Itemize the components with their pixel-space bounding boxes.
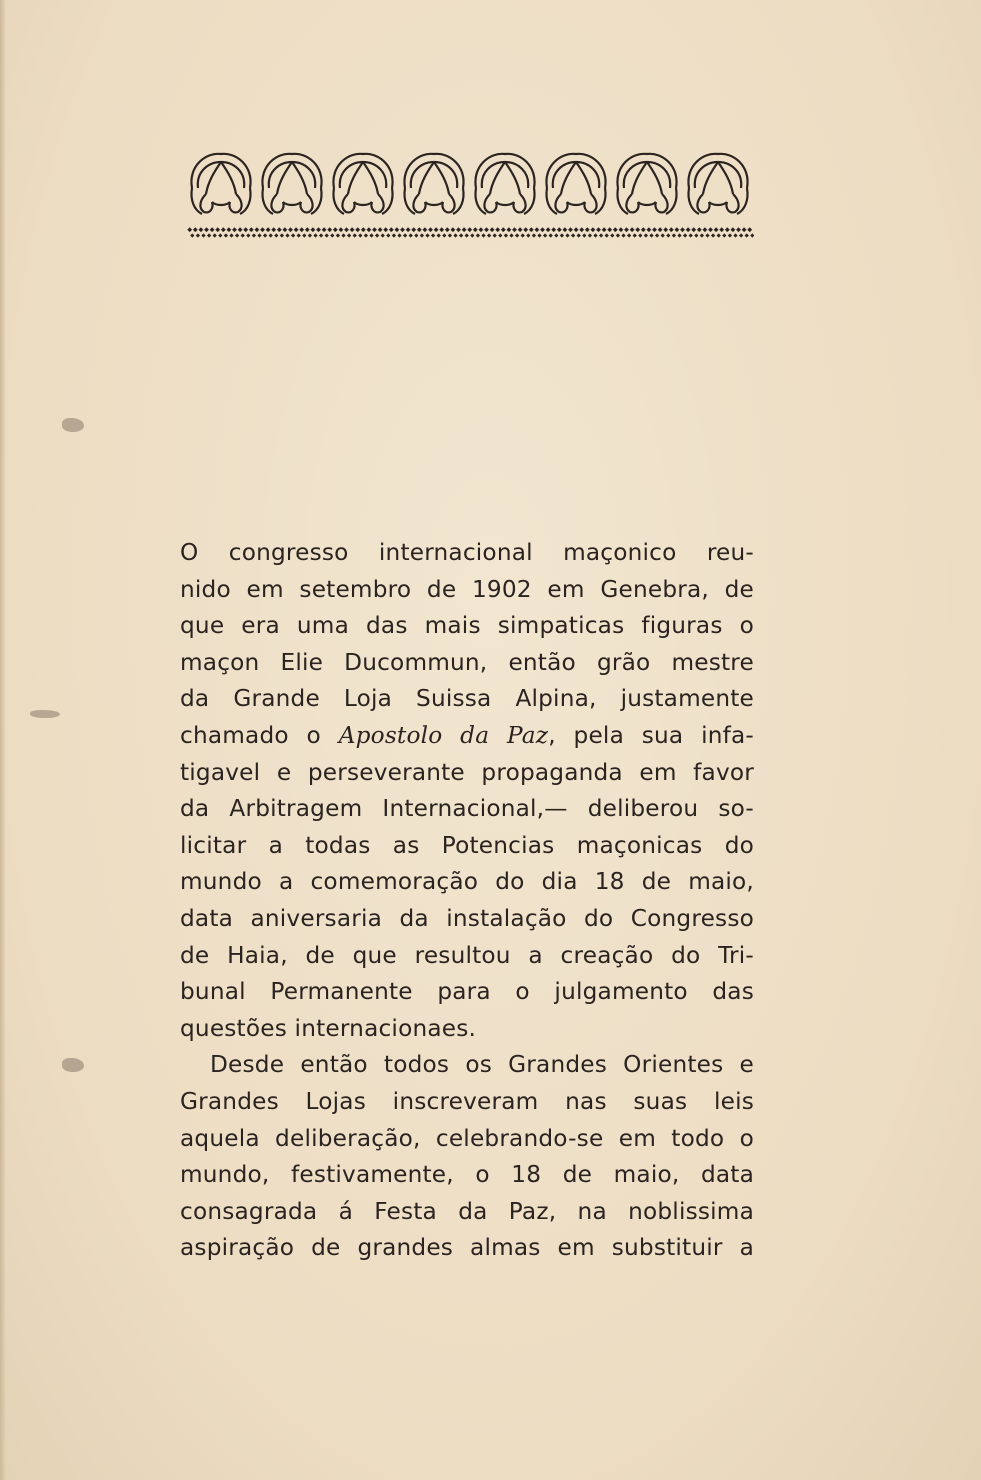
ornament-bead: [341, 233, 345, 237]
ornament-bead: [493, 233, 497, 237]
body-text: [180, 535, 754, 1267]
ornament-bead: [481, 233, 485, 237]
ornament-bead: [288, 227, 293, 232]
text-line: mundo, festivamente, o 18 de maio, data: [180, 1161, 754, 1189]
binding-hole-3: [62, 1058, 84, 1072]
ornament-bead: [565, 233, 569, 237]
ornament-bead: [689, 233, 693, 237]
ornament-bead: [437, 233, 441, 237]
ornament-bead: [269, 233, 273, 237]
binding-hole-2: [30, 710, 60, 718]
ornament-bead: [285, 233, 289, 237]
ornament-bead: [669, 227, 674, 232]
ornament-bead: [644, 233, 648, 237]
ornament-bead: [633, 233, 637, 237]
ornament-bead: [358, 233, 362, 237]
ornament-bead: [274, 233, 278, 237]
ornament-bead: [381, 233, 385, 237]
ornament-bead: [501, 227, 506, 232]
ornament-bead: [201, 233, 205, 237]
ornament-bead: [523, 227, 528, 232]
ornament-bead: [470, 233, 474, 237]
ornament-bead: [661, 233, 665, 237]
ornament-bead: [487, 233, 491, 237]
text-line: data aniversaria da instalação do Congresso: [180, 904, 754, 932]
ornament-bead: [680, 227, 685, 232]
ornament-bead: [610, 233, 614, 237]
text-line: nido em setembro de 1902 em Genebra, de: [180, 575, 754, 603]
ornament-bead: [540, 227, 545, 232]
ornament-bead: [705, 233, 709, 237]
ornament-bead: [310, 227, 315, 232]
ornament-bead: [353, 233, 357, 237]
ornament-bead: [462, 227, 467, 232]
ornament-bead: [551, 227, 556, 232]
page-edge: [0, 0, 6, 1480]
ornament-bead: [226, 227, 231, 232]
ornament-bead: [417, 227, 422, 232]
ornament-bead: [638, 233, 642, 237]
text-line: maçon Elie Ducommun, então grão mestre: [180, 648, 754, 676]
ornament-bead: [674, 227, 679, 232]
ornament-bead: [652, 227, 657, 232]
ornament-bead: [198, 227, 203, 232]
ornament-bead: [369, 233, 373, 237]
ornament-bead: [260, 227, 265, 232]
ornament-bead: [453, 233, 457, 237]
ornament-bead: [316, 227, 321, 232]
ornament-bead: [333, 227, 338, 232]
ornament-bead: [532, 233, 536, 237]
ornament-bead: [392, 233, 396, 237]
ornament-bead: [221, 227, 226, 232]
ornament-bead: [568, 227, 573, 232]
ornament-bead: [235, 233, 239, 237]
binding-hole-1: [62, 418, 84, 432]
ornament-bead: [431, 233, 435, 237]
ornament-bead: [630, 227, 635, 232]
ornament-bead: [602, 227, 607, 232]
ornament-bead: [215, 227, 220, 232]
ornament-bead: [666, 233, 670, 237]
text-line: Grandes Lojas inscreveram nas suas leis: [180, 1087, 754, 1115]
ornament-bead: [355, 227, 360, 232]
ornament-motif: [617, 154, 676, 214]
ornament-bead: [655, 233, 659, 237]
ornament-bead: [739, 233, 743, 237]
ornament-bead: [190, 233, 194, 237]
ornament-motif: [404, 154, 463, 214]
text-line: da Grande Loja Suissa Alpina, justamente: [180, 685, 754, 713]
ornament-bead: [330, 233, 334, 237]
ornament-bead: [414, 233, 418, 237]
ornament-bead: [325, 233, 329, 237]
ornament-bead: [683, 233, 687, 237]
ornament-bead: [694, 233, 698, 237]
italic-title: Apostolo da Paz: [338, 721, 549, 749]
paragraph-1: [180, 535, 754, 1047]
ornament-bead: [266, 227, 271, 232]
text-line: bunal Permanente para o julgamento das: [180, 978, 754, 1006]
ornament-bead: [588, 233, 592, 237]
ornament-bead: [327, 227, 332, 232]
ornament-bead: [252, 233, 256, 237]
ornament-bead: [534, 227, 539, 232]
ornament-bead: [254, 227, 259, 232]
ornament-bead: [213, 233, 217, 237]
ornament-motif: [475, 154, 534, 214]
ornament-bead: [529, 227, 534, 232]
ornament-bead: [246, 233, 250, 237]
text-line: [180, 718, 754, 755]
ornament-bead: [406, 227, 411, 232]
ornament-bead: [605, 233, 609, 237]
ornament-bead: [299, 227, 304, 232]
ornament-bead: [364, 233, 368, 237]
ornament-bead: [420, 233, 424, 237]
ornament-bead: [495, 227, 500, 232]
ornament-bead: [627, 233, 631, 237]
ornament-bead: [397, 233, 401, 237]
ornament-bead: [490, 227, 495, 232]
ornament-bead: [291, 233, 295, 237]
ornament-bead: [498, 233, 502, 237]
ornament-bead: [521, 233, 525, 237]
ornament-bead: [537, 233, 541, 237]
text-line: consagrada á Festa da Paz, na noblissima: [180, 1197, 754, 1225]
ornament-bead: [719, 227, 724, 232]
ornament-bead: [271, 227, 276, 232]
ornament-bead: [308, 233, 312, 237]
text-line: licitar a todas as Potencias maçonicas do: [180, 831, 754, 859]
ornament-bead: [277, 227, 282, 232]
ornament-bead: [378, 227, 383, 232]
text-line: Desde então todos os Grandes Orientes e: [210, 1051, 754, 1079]
ornament-bead: [243, 227, 248, 232]
ornament-bead: [450, 227, 455, 232]
ornament-bead: [593, 233, 597, 237]
ornament-bead: [394, 227, 399, 232]
ornament-bead: [512, 227, 517, 232]
ornament-bead: [717, 233, 721, 237]
ornament-bead: [313, 233, 317, 237]
ornament-bead: [663, 227, 668, 232]
ornament-bead: [204, 227, 209, 232]
ornament-bead: [526, 233, 530, 237]
ornament-bead: [476, 233, 480, 237]
ornament-bead: [658, 227, 663, 232]
ornament-bead: [305, 227, 310, 232]
text-line: aspiração de grandes almas em substituir a: [180, 1234, 754, 1262]
ornament-bead: [562, 227, 567, 232]
ornament-bead: [210, 227, 215, 232]
ornament-bead: [372, 227, 377, 232]
ornament-bead: [585, 227, 590, 232]
ornament-bead: [439, 227, 444, 232]
ornament-bead: [319, 233, 323, 237]
ornament-bead: [574, 227, 579, 232]
ornament-bead: [229, 233, 233, 237]
ornament-bead: [473, 227, 478, 232]
ornament-bead: [294, 227, 299, 232]
ornament-bead: [344, 227, 349, 232]
text-line: de Haia, de que resultou a creação do Tri-: [180, 941, 754, 969]
ornament-bead: [409, 233, 413, 237]
ornament-bead: [425, 233, 429, 237]
ornament-motif: [688, 154, 747, 214]
ornament-bead: [518, 227, 523, 232]
ornament-bead: [448, 233, 452, 237]
ornament-bead: [546, 227, 551, 232]
ornament-bead: [728, 233, 732, 237]
ornament-bead: [282, 227, 287, 232]
ornament-bead: [224, 233, 228, 237]
ornament-bead: [459, 233, 463, 237]
ornament-bead: [428, 227, 433, 232]
ornament-bead: [478, 227, 483, 232]
ornament-bead: [697, 227, 702, 232]
ornament-bead: [616, 233, 620, 237]
ornament-bead: [557, 227, 562, 232]
ornament-bead: [590, 227, 595, 232]
ornament-bead: [506, 227, 511, 232]
ornament-bead: [722, 233, 726, 237]
ornament-bead: [238, 227, 243, 232]
text-line: que era uma das mais simpaticas figuras o: [180, 612, 754, 640]
ornament-bead: [725, 227, 730, 232]
ornament-bead: [641, 227, 646, 232]
ornament-bead: [347, 233, 351, 237]
ornament-bead: [543, 233, 547, 237]
ornament-bead: [336, 233, 340, 237]
ornament-bead: [730, 227, 735, 232]
ornament-motif: [546, 154, 605, 214]
ornament-bead: [700, 233, 704, 237]
ornament-bead: [403, 233, 407, 237]
ornament-bead: [207, 233, 211, 237]
ornament-bead: [504, 233, 508, 237]
ornament-bead: [571, 233, 575, 237]
ornament-bead: [613, 227, 618, 232]
text-line: tigavel e perseverante propaganda em favor: [180, 758, 754, 786]
ornament-bead: [579, 227, 584, 232]
text-line: da Arbitragem Internacional,— deliberou so-: [180, 795, 754, 823]
ornament-bead: [691, 227, 696, 232]
text-line: mundo a comemoração do dia 18 de maio,: [180, 868, 754, 896]
ornament-bead: [742, 227, 747, 232]
text-line: O congresso internacional maçonico reu-: [180, 539, 754, 566]
ornament-bead: [232, 227, 237, 232]
text-line: questões internacionaes.: [180, 1014, 477, 1042]
ornament-bead: [442, 233, 446, 237]
ornament-bead: [383, 227, 388, 232]
text-fragment: , pela sua infa-: [548, 721, 754, 749]
ornament-bead: [677, 233, 681, 237]
ornament-bead: [257, 233, 261, 237]
ornament-bead: [750, 233, 754, 237]
ornament-bead: [456, 227, 461, 232]
ornament-bead: [411, 227, 416, 232]
ornament-bead: [672, 233, 676, 237]
ornament-bead: [711, 233, 715, 237]
ornament-bead: [621, 233, 625, 237]
ornament-bead: [375, 233, 379, 237]
ornament-bead: [686, 227, 691, 232]
text-fragment: chamado o: [180, 721, 339, 749]
ornament-motif: [333, 154, 392, 214]
ornament-bead: [302, 233, 306, 237]
ornament-bead: [366, 227, 371, 232]
ornament-bead: [577, 233, 581, 237]
ornament-bead: [322, 227, 327, 232]
ornament-bead: [484, 227, 489, 232]
ornament-bead: [218, 233, 222, 237]
text-line: aquela deliberação, celebrando-se em todo o: [180, 1124, 754, 1152]
ornament-bead: [515, 233, 519, 237]
ornament-bead: [196, 233, 200, 237]
ornament-bead: [714, 227, 719, 232]
ornament-bead: [350, 227, 355, 232]
ornament-bead: [708, 227, 713, 232]
ornament-bead: [280, 233, 284, 237]
header-ornament: [186, 148, 754, 248]
ornament-bead: [554, 233, 558, 237]
ornament-bead: [582, 233, 586, 237]
ornament-motif: [262, 154, 321, 214]
ornament-bead: [465, 233, 469, 237]
ornament-bead: [560, 233, 564, 237]
ornament-bead: [422, 227, 427, 232]
ornament-bead: [649, 233, 653, 237]
ornament-bead: [618, 227, 623, 232]
ornament-bead: [361, 227, 366, 232]
ornament-bead: [747, 227, 752, 232]
ornament-bead: [745, 233, 749, 237]
ornament-bead: [607, 227, 612, 232]
ornament-bead: [635, 227, 640, 232]
ornament-bead: [445, 227, 450, 232]
ornament-bead: [549, 233, 553, 237]
ornament-bead: [702, 227, 707, 232]
ornament-bead: [193, 227, 198, 232]
ornament-bead: [646, 227, 651, 232]
ornament-motif: [191, 154, 250, 214]
ornament-bead: [386, 233, 390, 237]
ornament-bead: [624, 227, 629, 232]
ornament-bead: [509, 233, 513, 237]
ornament-bead: [263, 233, 267, 237]
paragraph-2: [180, 1047, 754, 1267]
ornament-bead: [434, 227, 439, 232]
ornament-bead: [736, 227, 741, 232]
ornament-bead: [187, 227, 192, 232]
ornament-bead: [733, 233, 737, 237]
ornament-bead: [241, 233, 245, 237]
ornament-bead: [297, 233, 301, 237]
ornament-bead: [389, 227, 394, 232]
ornament-bead: [249, 227, 254, 232]
ornament-bead: [596, 227, 601, 232]
ornament-bead: [599, 233, 603, 237]
ornament-bead: [338, 227, 343, 232]
ornament-bead: [467, 227, 472, 232]
ornament-bead: [400, 227, 405, 232]
